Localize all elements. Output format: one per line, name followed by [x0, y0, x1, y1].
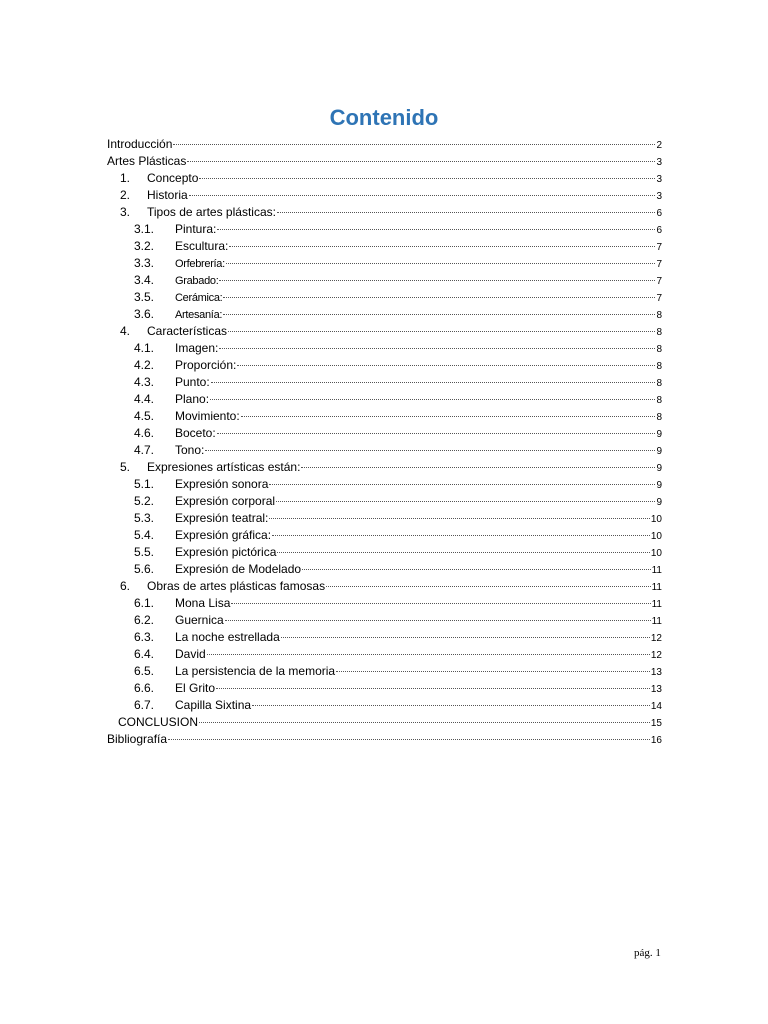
toc-entry-page[interactable]: 10	[650, 531, 662, 542]
toc-title: Contenido	[329, 105, 439, 130]
toc-entry[interactable]	[107, 391, 662, 408]
toc-entry[interactable]	[107, 493, 662, 510]
toc-entry-page[interactable]: 14	[650, 701, 662, 712]
toc-entry-page[interactable]: 9	[656, 480, 662, 491]
toc-entry[interactable]	[107, 476, 662, 493]
toc-entry-page[interactable]: 8	[656, 310, 662, 321]
toc-entry-page[interactable]: 3	[656, 174, 662, 185]
toc-entry-text[interactable]: Artes Plásticas	[107, 154, 187, 168]
toc-entry[interactable]	[107, 680, 662, 697]
toc-entry-page[interactable]: 7	[656, 242, 662, 253]
table-of-contents	[107, 136, 662, 748]
toc-entry[interactable]	[107, 306, 662, 323]
toc-entry[interactable]	[107, 425, 662, 442]
toc-entry[interactable]	[107, 374, 662, 391]
toc-dot-leader	[252, 705, 650, 706]
toc-entry[interactable]	[107, 272, 662, 289]
toc-entry-page[interactable]: 2	[656, 140, 662, 151]
toc-dot-leader	[269, 518, 649, 519]
toc-entry-number: 4.3.	[134, 375, 155, 389]
toc-entry-text[interactable]: Tono:	[175, 443, 205, 457]
toc-entry-text[interactable]: Expresión pictórica	[175, 545, 277, 559]
toc-entry[interactable]	[107, 612, 662, 629]
toc-entry-number: 5.6.	[134, 562, 155, 576]
toc-entry-number: 1.	[120, 171, 131, 185]
toc-entry-page[interactable]: 9	[656, 497, 662, 508]
toc-entry-page[interactable]: 9	[656, 463, 662, 474]
toc-entry-page[interactable]: 7	[656, 276, 662, 287]
toc-entry-text[interactable]: Capilla Sixtina	[175, 698, 252, 712]
toc-dot-leader	[336, 671, 650, 672]
toc-dot-leader	[225, 620, 651, 621]
toc-entry[interactable]	[107, 442, 662, 459]
toc-dot-leader	[272, 535, 650, 536]
toc-entry-text[interactable]: Expresión teatral:	[175, 511, 269, 525]
toc-entry-number: 6.5.	[134, 664, 155, 678]
toc-entry-number: 6.6.	[134, 681, 155, 695]
toc-entry-number: 6.	[120, 579, 131, 593]
toc-entry-number: 4.6.	[134, 426, 155, 440]
toc-entry-page[interactable]: 10	[650, 548, 662, 559]
toc-entry-text[interactable]: Movimiento:	[175, 409, 240, 423]
toc-entry-page[interactable]: 11	[651, 565, 662, 576]
toc-entry-number: 2.	[120, 188, 131, 202]
toc-entry-text[interactable]: David	[175, 647, 206, 661]
toc-entry-number: 6.4.	[134, 647, 155, 661]
toc-dot-leader	[168, 739, 650, 740]
toc-entry[interactable]	[107, 697, 662, 714]
toc-entry[interactable]	[107, 204, 662, 221]
toc-entry-page[interactable]: 12	[650, 633, 662, 644]
toc-entry-page[interactable]: 9	[656, 446, 662, 457]
toc-entry[interactable]	[107, 510, 662, 527]
toc-entry-page[interactable]: 8	[656, 344, 662, 355]
toc-entry-text[interactable]: Guernica	[175, 613, 224, 627]
toc-entry[interactable]	[107, 255, 662, 272]
toc-entry-text[interactable]: La persistencia de la memoria	[175, 664, 336, 678]
toc-entry-page[interactable]: 11	[651, 616, 662, 627]
toc-entry-number: 4.	[120, 324, 131, 338]
toc-dot-leader	[216, 688, 650, 689]
toc-entry-number: 3.	[120, 205, 131, 219]
toc-entry[interactable]	[107, 629, 662, 646]
toc-dot-leader	[326, 586, 651, 587]
toc-entry-number: 4.7.	[134, 443, 155, 457]
toc-dot-leader	[223, 314, 655, 315]
toc-entry-page[interactable]: 12	[650, 650, 662, 661]
toc-entry-number: 6.2.	[134, 613, 155, 627]
toc-entry-page[interactable]: 15	[650, 718, 662, 729]
toc-entry-number: 6.3.	[134, 630, 155, 644]
toc-dot-leader	[219, 348, 655, 349]
toc-entry-number: 5.3.	[134, 511, 155, 525]
toc-entry-number: 5.4.	[134, 528, 155, 542]
toc-entry-number: 4.2.	[134, 358, 155, 372]
toc-entry[interactable]	[107, 170, 662, 187]
toc-entry-text[interactable]: Bibliografía	[107, 732, 168, 746]
toc-entry[interactable]	[107, 714, 662, 731]
toc-entry[interactable]	[107, 408, 662, 425]
toc-entry-number: 6.7.	[134, 698, 155, 712]
toc-entry-page[interactable]: 6	[656, 208, 662, 219]
toc-entry-number: 3.1.	[134, 222, 155, 236]
toc-dot-leader	[210, 399, 655, 400]
toc-dot-leader	[223, 297, 655, 298]
toc-entry-text[interactable]: Mona Lisa	[175, 596, 231, 610]
toc-entry[interactable]	[107, 289, 662, 306]
toc-entry-page[interactable]: 10	[650, 514, 662, 525]
toc-entry[interactable]	[107, 153, 662, 170]
toc-dot-leader	[199, 178, 655, 179]
toc-entry[interactable]	[107, 459, 662, 476]
toc-entry-number: 3.2.	[134, 239, 155, 253]
toc-entry-number: 3.3.	[134, 256, 155, 270]
toc-entry[interactable]	[107, 323, 662, 340]
toc-entry-page[interactable]: 7	[656, 293, 662, 304]
toc-entry-text[interactable]: Expresión sonora	[175, 477, 269, 491]
toc-entry-page[interactable]: 13	[650, 667, 662, 678]
toc-entry[interactable]	[107, 221, 662, 238]
toc-entry-number: 3.6.	[134, 307, 155, 321]
toc-entry-number: 5.	[120, 460, 131, 474]
toc-entry-text[interactable]: Historia	[147, 188, 188, 202]
toc-dot-leader	[229, 246, 655, 247]
toc-entry-page[interactable]: 11	[651, 582, 662, 593]
toc-entry-number: 5.1.	[134, 477, 155, 491]
toc-entry-text[interactable]: El Grito	[175, 681, 216, 695]
toc-entry-number: 5.2.	[134, 494, 155, 508]
toc-entry-text[interactable]: Pintura:	[175, 222, 217, 236]
toc-entry-text[interactable]: Proporción:	[175, 358, 237, 372]
toc-entry-text[interactable]: Concepto	[147, 171, 199, 185]
toc-entry-number: 5.5.	[134, 545, 155, 559]
toc-entry-number: 4.1.	[134, 341, 155, 355]
toc-entry-page[interactable]: 9	[656, 429, 662, 440]
toc-dot-leader	[276, 501, 655, 502]
toc-entry-text[interactable]: La noche estrellada	[175, 630, 280, 644]
toc-dot-leader	[241, 416, 656, 417]
toc-dot-leader	[173, 144, 655, 145]
toc-entry-page[interactable]: 3	[656, 191, 662, 202]
toc-entry-page[interactable]: 8	[656, 327, 662, 338]
toc-entry-page[interactable]: 11	[651, 599, 662, 610]
toc-entry-text[interactable]: Boceto:	[175, 426, 216, 440]
toc-dot-leader	[231, 603, 650, 604]
toc-entry[interactable]	[107, 238, 662, 255]
toc-dot-leader	[301, 467, 655, 468]
toc-entry-page[interactable]: 8	[656, 395, 662, 406]
toc-dot-leader	[187, 161, 655, 162]
toc-dot-leader	[269, 484, 655, 485]
toc-entry-text[interactable]: Expresión de Modelado	[175, 562, 302, 576]
toc-entry-number: 4.4.	[134, 392, 155, 406]
toc-entry-text[interactable]: Plano:	[175, 392, 210, 406]
toc-entry[interactable]	[107, 136, 662, 153]
toc-dot-leader	[237, 365, 655, 366]
toc-entry[interactable]	[107, 187, 662, 204]
toc-dot-leader	[277, 552, 649, 553]
toc-dot-leader	[189, 195, 656, 196]
toc-entry-text[interactable]: Obras de artes plásticas famosas	[147, 579, 326, 593]
toc-entry-page[interactable]: 3	[656, 157, 662, 168]
toc-entry-number: 3.5.	[134, 290, 155, 304]
toc-dot-leader	[199, 722, 650, 723]
page-number: pág. 1	[634, 947, 661, 959]
toc-dot-leader	[226, 263, 656, 264]
toc-entry-text[interactable]: Escultura:	[175, 239, 229, 253]
toc-entry-page[interactable]: 8	[656, 378, 662, 389]
toc-entry-text[interactable]: Punto:	[175, 375, 210, 389]
toc-dot-leader	[211, 382, 656, 383]
toc-entry-page[interactable]: 16	[650, 735, 662, 746]
toc-dot-leader	[228, 331, 655, 332]
toc-entry[interactable]	[107, 731, 662, 748]
toc-entry-text[interactable]: Introducción	[107, 137, 173, 151]
toc-entry[interactable]	[107, 544, 662, 561]
toc-entry-text[interactable]: Expresión gráfica:	[175, 528, 272, 542]
toc-entry-text[interactable]: Imagen:	[175, 341, 219, 355]
toc-entry[interactable]	[107, 357, 662, 374]
toc-dot-leader	[219, 280, 655, 281]
toc-dot-leader	[217, 433, 656, 434]
toc-entry-page[interactable]: 8	[656, 412, 662, 423]
toc-entry-text[interactable]: Artesanía:	[175, 309, 223, 321]
toc-entry-number: 4.5.	[134, 409, 155, 423]
toc-entry-page[interactable]: 8	[656, 361, 662, 372]
toc-entry-number: 6.1.	[134, 596, 155, 610]
toc-dot-leader	[205, 450, 655, 451]
toc-entry[interactable]	[107, 646, 662, 663]
toc-entry-page[interactable]: 13	[650, 684, 662, 695]
toc-dot-leader	[277, 212, 655, 213]
toc-entry[interactable]	[107, 663, 662, 680]
toc-entry-text[interactable]: Orfebrería:	[175, 258, 225, 270]
toc-entry[interactable]	[107, 340, 662, 357]
toc-entry-text[interactable]: Características	[147, 324, 228, 338]
toc-entry-text[interactable]: CONCLUSION	[118, 715, 199, 729]
toc-entry[interactable]	[107, 561, 662, 578]
toc-entry-text[interactable]: Expresión corporal	[175, 494, 276, 508]
toc-entry-page[interactable]: 7	[656, 259, 662, 270]
toc-dot-leader	[207, 654, 650, 655]
toc-entry-text[interactable]: Expresiones artísticas están:	[147, 460, 301, 474]
toc-dot-leader	[281, 637, 650, 638]
toc-dot-leader	[302, 569, 651, 570]
toc-dot-leader	[217, 229, 655, 230]
toc-entry[interactable]	[107, 595, 662, 612]
toc-entry-text[interactable]: Cerámica:	[175, 292, 223, 304]
toc-entry[interactable]	[107, 578, 662, 595]
toc-entry-page[interactable]: 6	[656, 225, 662, 236]
toc-entry-number: 3.4.	[134, 273, 155, 287]
toc-entry-text[interactable]: Grabado:	[175, 275, 219, 287]
toc-entry[interactable]	[107, 527, 662, 544]
toc-entry-text[interactable]: Tipos de artes plásticas:	[147, 205, 276, 219]
